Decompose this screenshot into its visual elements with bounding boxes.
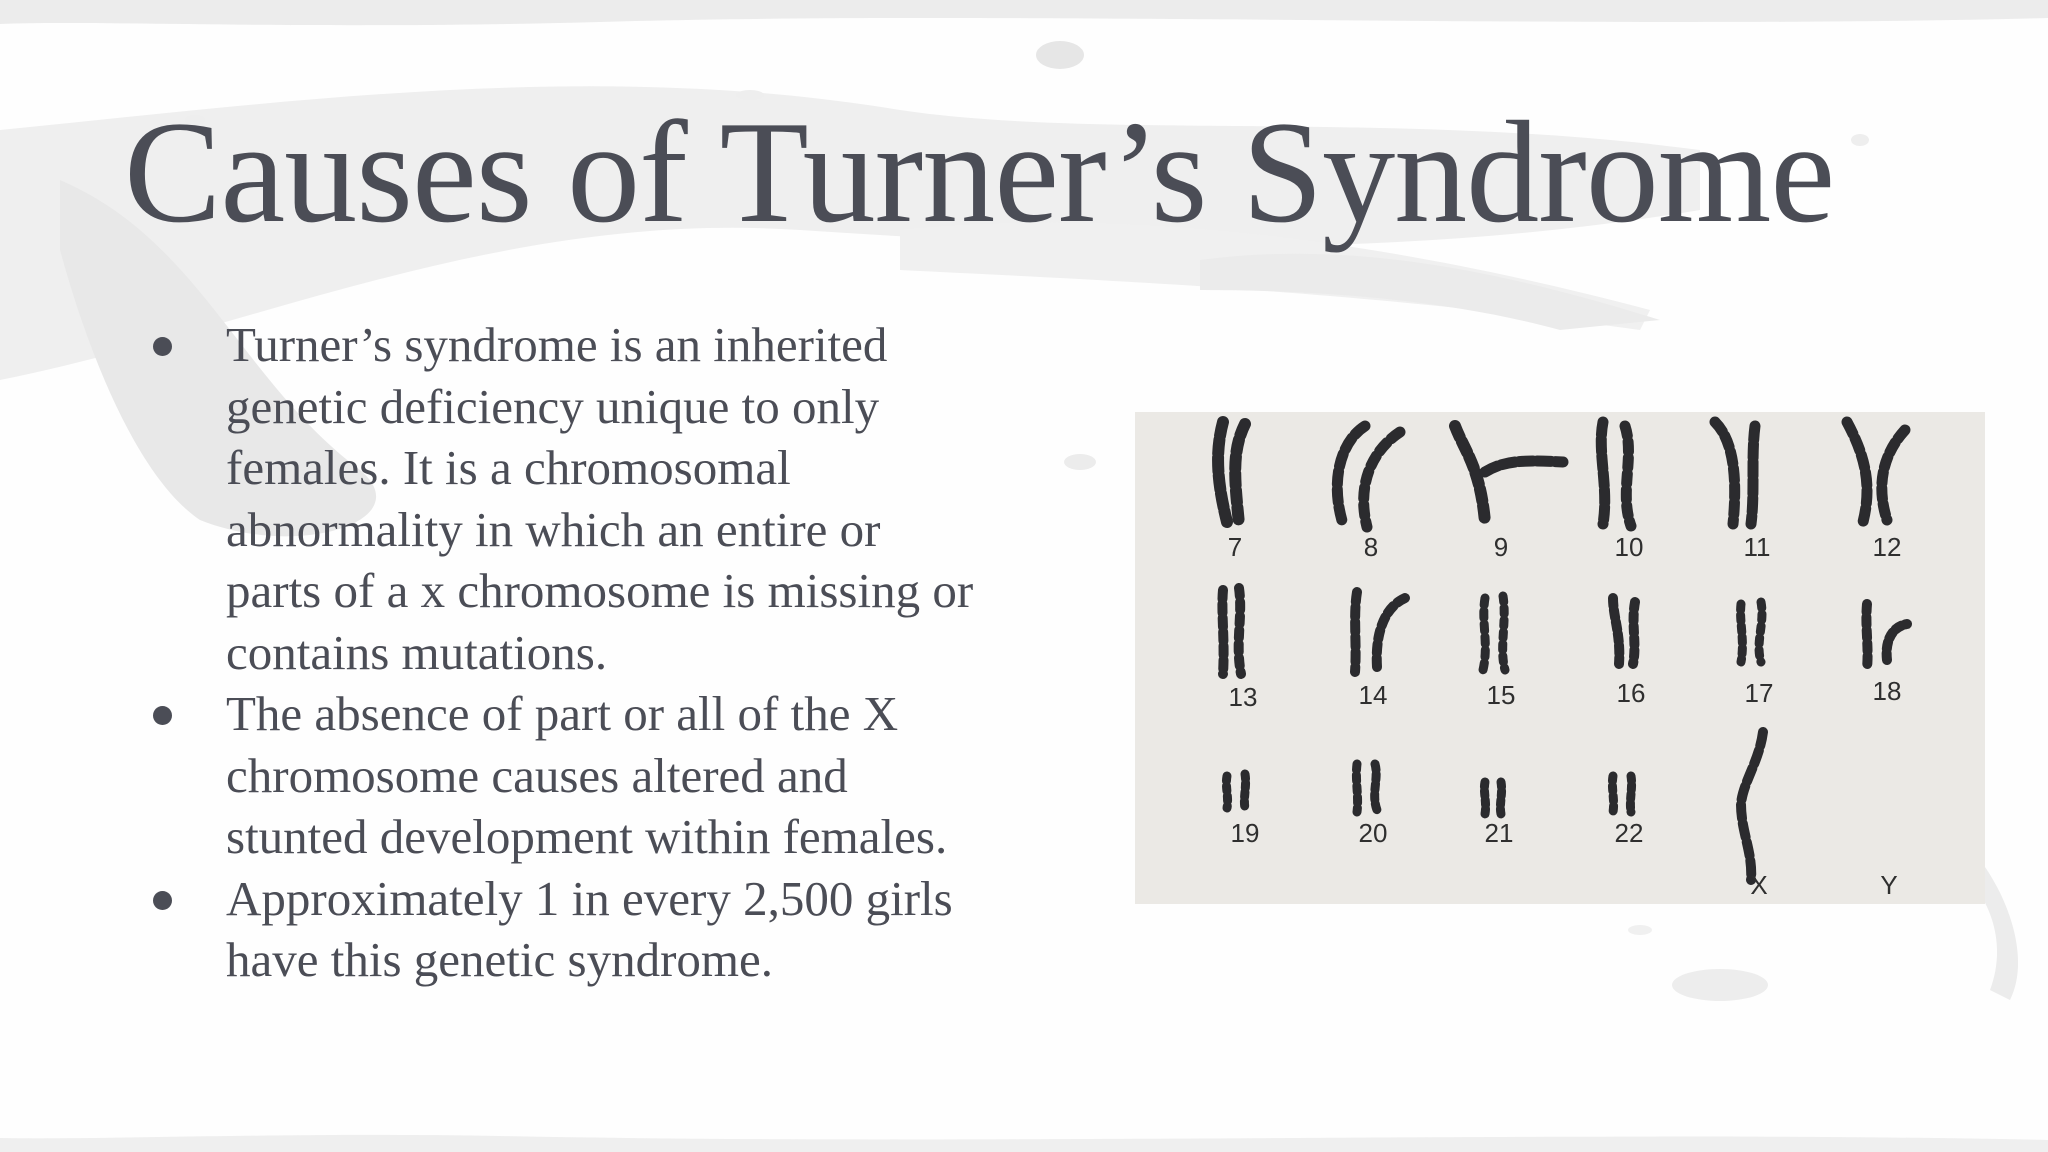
chromosome-pair-19 xyxy=(1226,774,1245,808)
karyotype-label: 16 xyxy=(1616,678,1646,708)
chromosome-pair-12 xyxy=(1847,422,1905,522)
chromosome-pair-17 xyxy=(1741,602,1762,662)
chromosome-pair-11 xyxy=(1715,422,1755,524)
chromosome-pair-8 xyxy=(1337,426,1400,527)
bullet-icon xyxy=(153,891,172,910)
slide-title: Causes of Turner’s Syndrome xyxy=(124,91,1835,253)
karyotype-label: 13 xyxy=(1228,682,1258,712)
karyotype-label: 9 xyxy=(1493,532,1509,562)
karyotype-label: 14 xyxy=(1358,680,1388,710)
karyotype-label: 11 xyxy=(1743,532,1771,562)
chromosome-x xyxy=(1741,732,1763,880)
karyotype-label: 18 xyxy=(1872,676,1902,706)
karyotype-image xyxy=(1135,412,1985,904)
karyotype-label: Y xyxy=(1880,870,1898,900)
bullet-line: genetic deficiency unique to only xyxy=(226,378,880,434)
bullet-icon xyxy=(153,337,172,356)
chromosome-pair-9 xyxy=(1455,426,1563,522)
bullet-line: females. It is a chromosomal xyxy=(226,440,791,495)
bullet-line: have this genetic syndrome. xyxy=(226,932,774,987)
bullet-line: abnormality in which an entire or xyxy=(226,501,881,557)
karyotype-label: 7 xyxy=(1227,532,1243,562)
bullet-line: Approximately 1 in every 2,500 girls xyxy=(226,870,953,926)
bullet-item xyxy=(140,314,1100,683)
bullet-line: parts of a x chromosome is missing or xyxy=(226,563,974,618)
karyotype-labels xyxy=(1228,532,1902,900)
chromosome-pair-13 xyxy=(1222,588,1241,674)
chromosome-pair-21 xyxy=(1484,782,1501,814)
karyotype-figure xyxy=(1135,412,1985,904)
chromosome-pair-20 xyxy=(1356,764,1377,812)
bullet-line: contains mutations. xyxy=(226,624,608,680)
bullet-line: stunted development within females. xyxy=(226,809,948,864)
chromosome-pair-22 xyxy=(1612,776,1631,812)
bullet-line: The absence of part or all of the X xyxy=(226,686,899,741)
karyotype-label: 15 xyxy=(1486,680,1516,710)
karyotype-label: 22 xyxy=(1614,818,1644,848)
chromosome-pair-15 xyxy=(1483,596,1505,670)
karyotype-label: 10 xyxy=(1614,532,1644,562)
bullet-item xyxy=(140,868,1100,991)
bullet-line: chromosome causes altered and xyxy=(226,747,848,803)
karyotype-label: 19 xyxy=(1230,818,1260,848)
chromosome-pair-18 xyxy=(1866,604,1907,668)
karyotype-label: 12 xyxy=(1872,532,1902,562)
bullet-item xyxy=(140,683,1100,868)
karyotype-label: 20 xyxy=(1358,818,1388,848)
chromosome-pair-10 xyxy=(1601,422,1631,526)
chromosome-pair-16 xyxy=(1613,598,1635,664)
bullet-list xyxy=(140,314,1100,991)
karyotype-label: 8 xyxy=(1363,532,1379,562)
karyotype-label: 17 xyxy=(1744,678,1774,708)
chromosome-pair-14 xyxy=(1355,592,1405,672)
karyotype-label: X xyxy=(1750,870,1768,900)
karyotype-label: 21 xyxy=(1484,818,1514,848)
chromosome-pair-7 xyxy=(1218,422,1245,524)
bullet-line: Turner’s syndrome is an inherited xyxy=(226,317,888,372)
bullet-icon xyxy=(153,706,172,725)
